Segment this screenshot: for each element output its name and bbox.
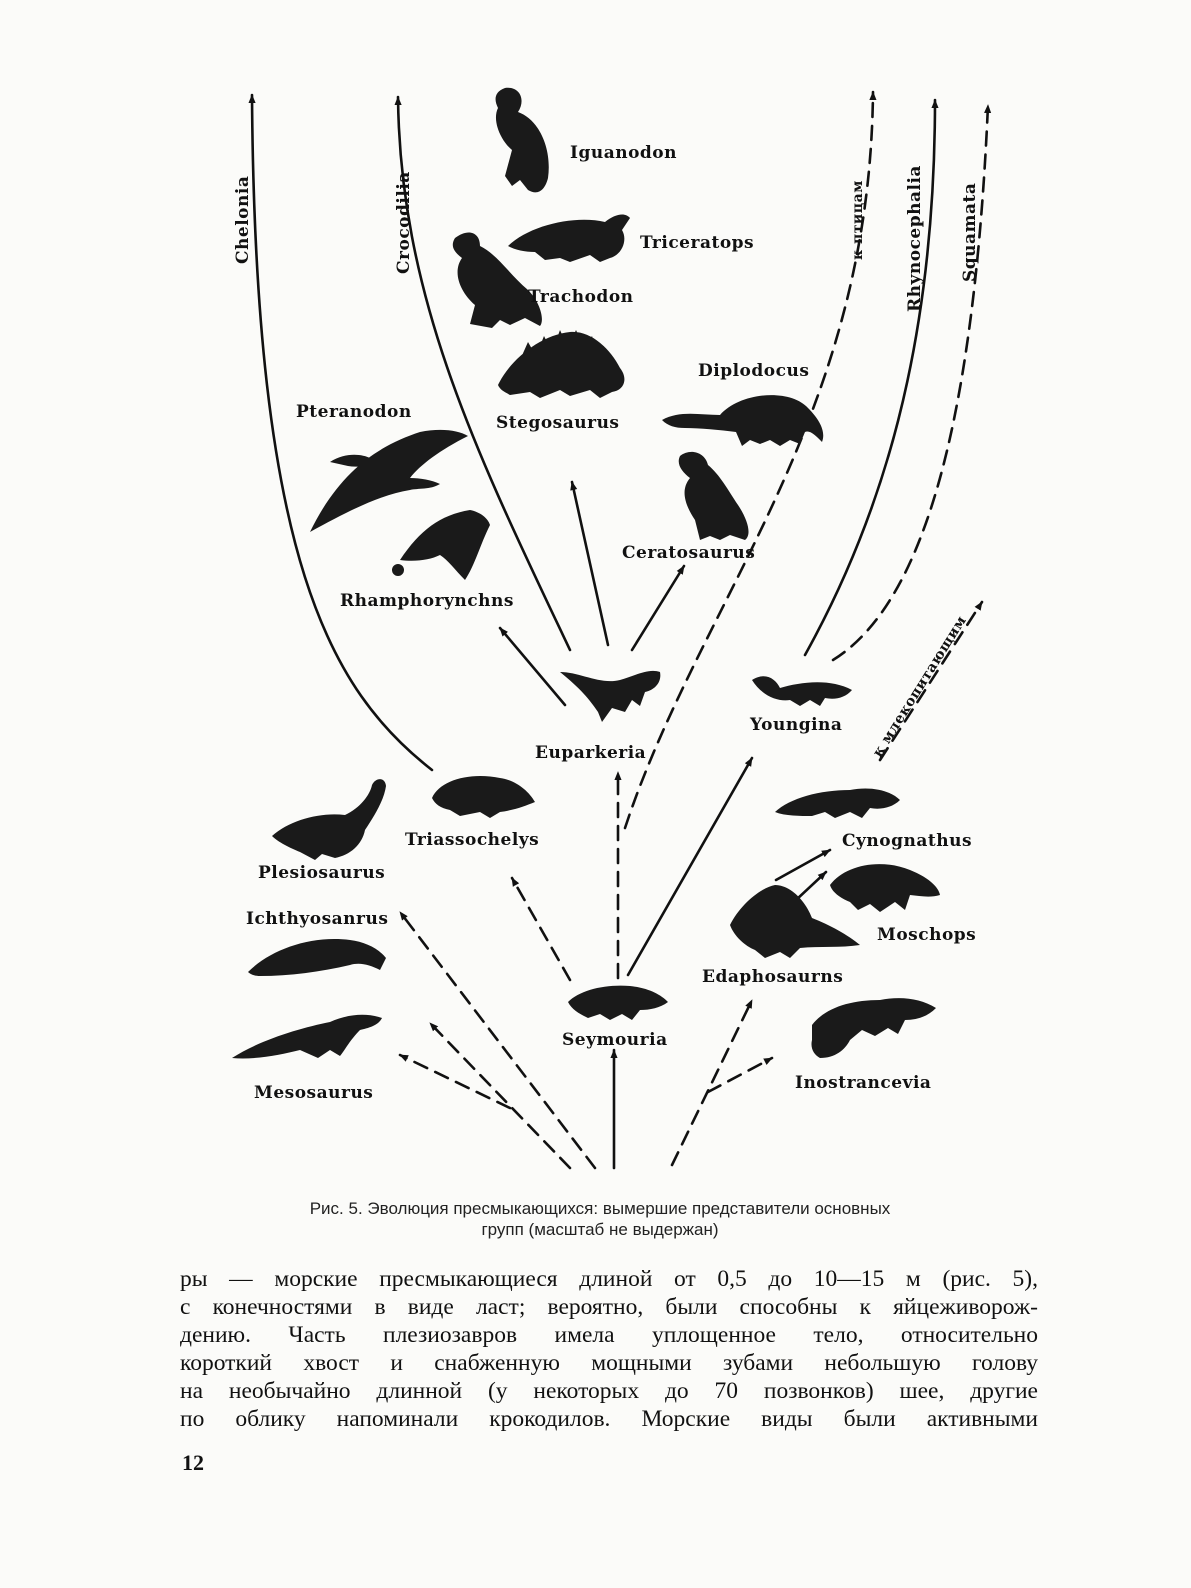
label-triceratops: Triceratops — [640, 233, 755, 253]
label-diplodocus: Diplodocus — [698, 361, 810, 381]
cynognathus-illustration — [775, 788, 900, 818]
page-number: 12 — [182, 1450, 204, 1475]
pteranodon-illustration — [310, 430, 468, 532]
euparkeria-illustration — [560, 671, 660, 722]
label-euparkeria: Euparkeria — [535, 743, 647, 763]
label-mesosaurus: Mesosaurus — [254, 1083, 374, 1103]
label-cynognathus: Cynognathus — [842, 831, 973, 851]
rhamphorynchus-illustration — [392, 510, 490, 580]
label-ichthyosaurus: Ichthyosanrus — [246, 909, 389, 929]
figure-caption — [200, 1198, 1000, 1240]
seymouria-illustration — [568, 986, 668, 1020]
body-line-2: с конечностями в виде ласт; вероятно, были способны к яйцеживорож- — [180, 1294, 1038, 1320]
body-line-3: дению. Часть плезиозавров имела уплощенное тело, относительно — [180, 1322, 1038, 1348]
lineage-label-rhynchocephalia: Rhynocephalia — [905, 165, 925, 312]
body-line-1: ры — морские пресмыкающиеся длиной от 0,5 до 10—15 м (рис. 5), — [180, 1266, 1038, 1292]
lineage-label-chelonia: Chelonia — [233, 175, 253, 264]
inostrancevia-illustration — [811, 998, 936, 1058]
label-rhamphorynchus: Rhamphorynchns — [340, 591, 514, 611]
body-line-4: короткий хвост и снабженную мощными зубами небольшую голову — [180, 1350, 1038, 1376]
lineage-label-squamata: Squamata — [960, 182, 980, 282]
arrow-to-triassochelys — [512, 878, 570, 980]
body-line-5: на необычайно длинной (у некоторых до 70 позвонков) шее, другие — [180, 1378, 1038, 1404]
iguanodon-illustration — [496, 88, 549, 193]
label-stegosaurus: Stegosaurus — [496, 413, 620, 433]
youngina-illustration — [752, 676, 852, 706]
ceratosaurus-illustration — [679, 452, 749, 540]
caption-line-2: групп (масштаб не выдержан) — [481, 1220, 719, 1239]
stegosaurus-illustration — [498, 330, 624, 398]
lineage-label-to-mammals: к млекопитающим — [869, 613, 970, 761]
label-edaphosaurus: Edaphosaurns — [702, 967, 844, 987]
mesosaurus-illustration — [232, 1015, 382, 1059]
ichthyosaurus-illustration — [248, 939, 386, 976]
arrow-euparkeria-stegosaurus — [572, 482, 608, 645]
plesiosaurus-illustration — [272, 779, 386, 860]
arrow-euparkeria-ceratosaurus — [632, 566, 684, 650]
label-seymouria: Seymouria — [562, 1030, 668, 1050]
caption-line-1: Рис. 5. Эволюция пресмыкающихся: вымершие представители основных — [309, 1199, 891, 1218]
label-pteranodon: Pteranodon — [296, 402, 412, 422]
diplodocus-illustration — [662, 395, 823, 446]
arrow-euparkeria-rhamphorynchus — [500, 628, 565, 705]
arrow-moschops — [796, 872, 826, 900]
triassochelys-illustration — [432, 776, 535, 818]
moschops-illustration — [830, 864, 940, 912]
arrow-to-ichthyosaurus — [430, 1023, 570, 1168]
body-line-6: по облику напоминали крокодилов. Морские виды были активными — [180, 1406, 1038, 1432]
label-ceratosaurus: Ceratosaurus — [622, 543, 756, 563]
arrow-to-inostrancevia — [708, 1058, 772, 1092]
triceratops-illustration — [508, 215, 630, 262]
label-iguanodon: Iguanodon — [570, 143, 677, 163]
label-trachodon: Trachodon — [528, 287, 634, 307]
label-inostrancevia: Inostrancevia — [795, 1073, 932, 1093]
label-youngina: Youngina — [750, 715, 843, 735]
arrow-to-mesosaurus — [400, 1055, 510, 1108]
arrow-to-edaphosaurus — [672, 1000, 752, 1165]
label-plesiosaurus: Plesiosaurus — [258, 863, 386, 883]
lineage-label-crocodilia: Crocodilia — [394, 171, 414, 274]
lineage-label-to-birds: к птицам — [850, 180, 866, 260]
body-paragraph — [180, 1265, 1038, 1433]
arrow-to-youngina — [628, 758, 752, 975]
label-moschops: Moschops — [877, 925, 977, 945]
label-triassochelys: Triassochelys — [405, 830, 540, 850]
